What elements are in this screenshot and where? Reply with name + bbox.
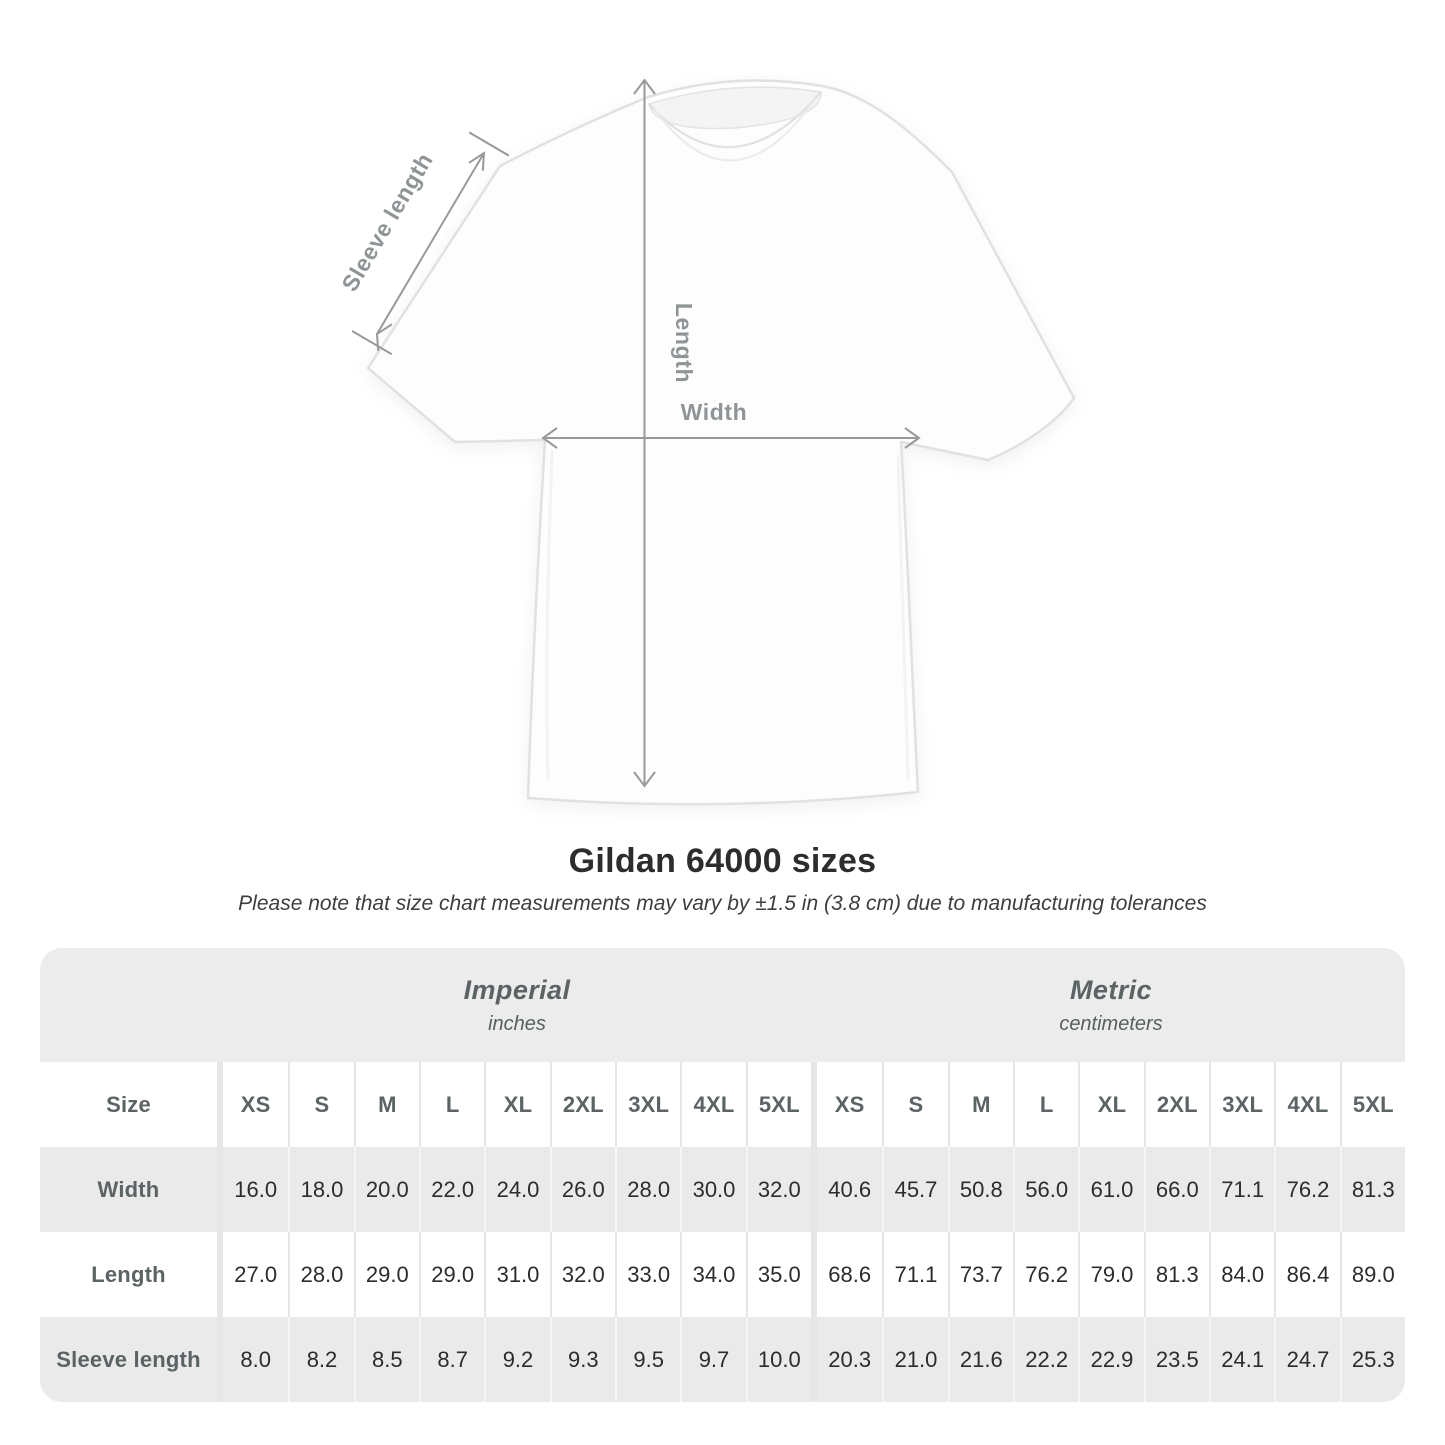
unit-header-row (40, 948, 1405, 1062)
value-cell: 68.6 (828, 1261, 872, 1287)
unit-imperial-sublabel: inches (488, 1012, 546, 1035)
value-cell: 31.0 (484, 1232, 549, 1317)
value-cell: 66.0 (1144, 1147, 1209, 1232)
value-cell: 28.0 (288, 1232, 353, 1317)
table-row-sleeve-length (40, 1317, 1405, 1402)
size-col-header: L (1013, 1062, 1078, 1147)
value-cell: 20.3 (828, 1346, 872, 1372)
size-col-header: XL (484, 1062, 549, 1147)
value-cell: 86.4 (1274, 1232, 1339, 1317)
value-cell: 89.0 (1340, 1232, 1405, 1317)
size-col-header: 3XL (615, 1062, 680, 1147)
value-cell: 34.0 (680, 1232, 745, 1317)
value-cell: 50.8 (948, 1147, 1013, 1232)
value-cell: 27.0 (234, 1261, 278, 1287)
width-label: Width (680, 399, 748, 425)
value-cell: 29.0 (354, 1232, 419, 1317)
value-cell: 22.2 (1013, 1317, 1078, 1402)
value-cell: 35.0 (746, 1232, 811, 1317)
value-cell: 56.0 (1013, 1147, 1078, 1232)
size-col-header: 4XL (680, 1062, 745, 1147)
value-cell: 9.5 (615, 1317, 680, 1402)
value-cell: 20.0 (354, 1147, 419, 1232)
value-cell: 24.1 (1209, 1317, 1274, 1402)
unit-metric-label: Metric (1070, 974, 1152, 1005)
value-cell: 45.7 (882, 1147, 947, 1232)
size-header-row (40, 1062, 1405, 1147)
row-label: Sleeve length (56, 1346, 201, 1372)
page-title: Gildan 64000 sizes (568, 842, 877, 880)
value-cell: 26.0 (550, 1147, 615, 1232)
value-cell: 61.0 (1078, 1147, 1143, 1232)
tshirt-graphic (368, 81, 1074, 805)
tshirt-body (368, 81, 1074, 805)
value-cell: 18.0 (288, 1147, 353, 1232)
value-cell: 76.2 (1013, 1232, 1078, 1317)
value-cell: 71.1 (882, 1232, 947, 1317)
unit-group-metric (817, 948, 1405, 1062)
value-cell: 84.0 (1209, 1232, 1274, 1317)
value-cell: 40.6 (828, 1176, 872, 1202)
size-col-header: XS (834, 1091, 865, 1117)
value-cell: 22.0 (419, 1147, 484, 1232)
value-cell: 16.0 (234, 1176, 278, 1202)
value-cell: 24.0 (484, 1147, 549, 1232)
value-cell: 21.0 (882, 1317, 947, 1402)
value-cell: 29.0 (419, 1232, 484, 1317)
value-cell: 32.0 (746, 1147, 811, 1232)
size-col-header: 2XL (1144, 1062, 1209, 1147)
value-cell: 22.9 (1078, 1317, 1143, 1402)
size-col-header: XS (240, 1091, 271, 1117)
size-col-header: 5XL (1340, 1062, 1405, 1147)
value-cell: 8.2 (288, 1317, 353, 1402)
value-cell: 32.0 (550, 1232, 615, 1317)
size-chart-table (40, 948, 1405, 1402)
size-col-header: 3XL (1209, 1062, 1274, 1147)
value-cell: 9.3 (550, 1317, 615, 1402)
size-col-header: M (948, 1062, 1013, 1147)
sleeve-length-label: Sleeve length (336, 148, 438, 296)
tolerance-note: Please note that size chart measurements may vary by ±1.5 in (3.8 cm) due to manufacturing tolerances (238, 892, 1207, 915)
value-cell: 73.7 (948, 1232, 1013, 1317)
size-col-header: S (882, 1062, 947, 1147)
size-col-header: M (354, 1062, 419, 1147)
value-cell: 10.0 (746, 1317, 811, 1402)
size-col-header: XL (1078, 1062, 1143, 1147)
value-cell: 79.0 (1078, 1232, 1143, 1317)
size-col-header: S (288, 1062, 353, 1147)
value-cell: 23.5 (1144, 1317, 1209, 1402)
row-label: Length (91, 1261, 166, 1287)
value-cell: 24.7 (1274, 1317, 1339, 1402)
value-cell: 9.7 (680, 1317, 745, 1402)
value-cell: 8.5 (354, 1317, 419, 1402)
value-cell: 81.3 (1144, 1232, 1209, 1317)
value-cell: 8.0 (240, 1346, 271, 1372)
unit-group-imperial (223, 948, 811, 1062)
value-cell: 81.3 (1340, 1147, 1405, 1232)
value-cell: 30.0 (680, 1147, 745, 1232)
value-cell: 28.0 (615, 1147, 680, 1232)
value-cell: 76.2 (1274, 1147, 1339, 1232)
value-cell: 8.7 (419, 1317, 484, 1402)
row-label: Width (97, 1176, 160, 1202)
table-row-length (40, 1232, 1405, 1317)
size-col-header: L (419, 1062, 484, 1147)
table-row-width (40, 1147, 1405, 1232)
size-header: Size (106, 1091, 151, 1117)
title-block (0, 842, 1445, 916)
size-col-header: 5XL (746, 1062, 811, 1147)
value-cell: 71.1 (1209, 1147, 1274, 1232)
value-cell: 25.3 (1340, 1317, 1405, 1402)
unit-metric-sublabel: centimeters (1059, 1012, 1163, 1035)
length-label: Length (671, 302, 697, 384)
value-cell: 21.6 (948, 1317, 1013, 1402)
value-cell: 9.2 (484, 1317, 549, 1402)
value-cell: 33.0 (615, 1232, 680, 1317)
size-col-header: 2XL (550, 1062, 615, 1147)
unit-imperial-label: Imperial (463, 974, 571, 1005)
size-col-header: 4XL (1274, 1062, 1339, 1147)
